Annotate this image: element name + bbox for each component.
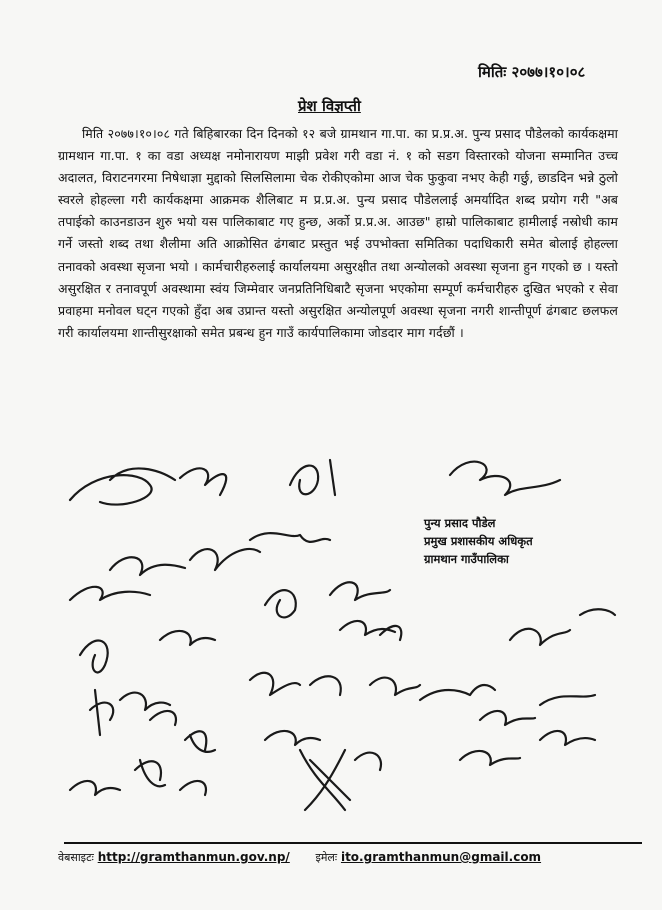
signatory-post: प्रमुख प्रशासकीय अधिकृत [424, 534, 533, 548]
document-title: प्रेश विज्ञप्ती [298, 97, 361, 115]
email-link[interactable]: ito.gramthanmun@gmail.com [340, 850, 542, 864]
footer-divider [64, 842, 642, 844]
website-link[interactable]: http://gramthanmun.gov.np/ [97, 850, 290, 864]
website-label: वेबसाइटः [58, 851, 94, 864]
email-label: इमेलः [315, 851, 338, 864]
body-paragraph: मिति २०७७।१०।०८ गते बिहिबारका दिन दिनको १२ बजे ग्रामथान गा.पा. का प्र.प्र.अ. पुन्य प्रसाद पौडेलको कार्यकक्षमा ग्रामथान गा.पा. १ का वडा अध्यक्ष नमोनारायण माझी प्रवेश गरी वडा नं. १ को सडग विस्तारको योजना सम्मानित उच्च अदालत, विराटनगरमा निषेधाज्ञा मुद्दाको सिलसिलामा चेक रोकीएकोमा आज चेक फुकुवा नभए केही गर्छु, छाडदिन भन्ने ठुलो स्वरले होहल्ला गरी कार्यकक्षमा आक्रमक शैलिबाट म प्र.प्र.अ. पुन्य प्रसाद पौडेललाई अमर्यादित शब्द प्रयोग गरी "अब तपाईको काउनडाउन शुरु भयो यस पालिकाबाट गए हुन्छ, अर्को प्र.प्र.अ. आउछ" हाम्रो पालिकाबाट हामीलाई नस्रोधी काम गर्ने जस्तो शब्द तथा शैलीमा अति आक्रोसित ढंगबाट प्रस्तुत भई उपभोक्ता समितिका पदाधिकारी समेत बोलाई होहल्ला तनावको अवस्था सृजना भयो । कार्मचारीहरुलाई कार्यालयमा असुरक्षीत तथा अन्योलको अवस्था सृजना हुन गएको छ । यस्तो असुरक्षित र तनावपूर्ण अवस्थामा स्वंय जिम्मेवार जनप्रतिनिधिबाटै सृजना भएकोमा सम्पूर्ण कर्मचारीहरु दुखित भएको र सेवा प्रवाहमा मनोवल घट्न गएको हुँदा अब उप्रान्त यस्तो असुरक्षित अन्योलपूर्ण अवस्था सृजना नगरी शान्तीपूर्ण ढंगबाट छलफल गरी कार्यालयमा शान्तीसुरक्षाको समेत प्रबन्ध हुन गाउँ कार्यपालिकामा जोडदार माग गर्दछौं । [58, 126, 618, 340]
footer [58, 850, 541, 865]
signatory-office: ग्रामथान गाउँपालिका [424, 552, 509, 566]
document-date: मितिः २०७७।१०।०८ [478, 63, 586, 81]
handwritten-signatures [0, 440, 662, 830]
signatory-name: पुन्य प्रसाद पौडेल [424, 516, 496, 530]
signatory-block [424, 514, 533, 568]
